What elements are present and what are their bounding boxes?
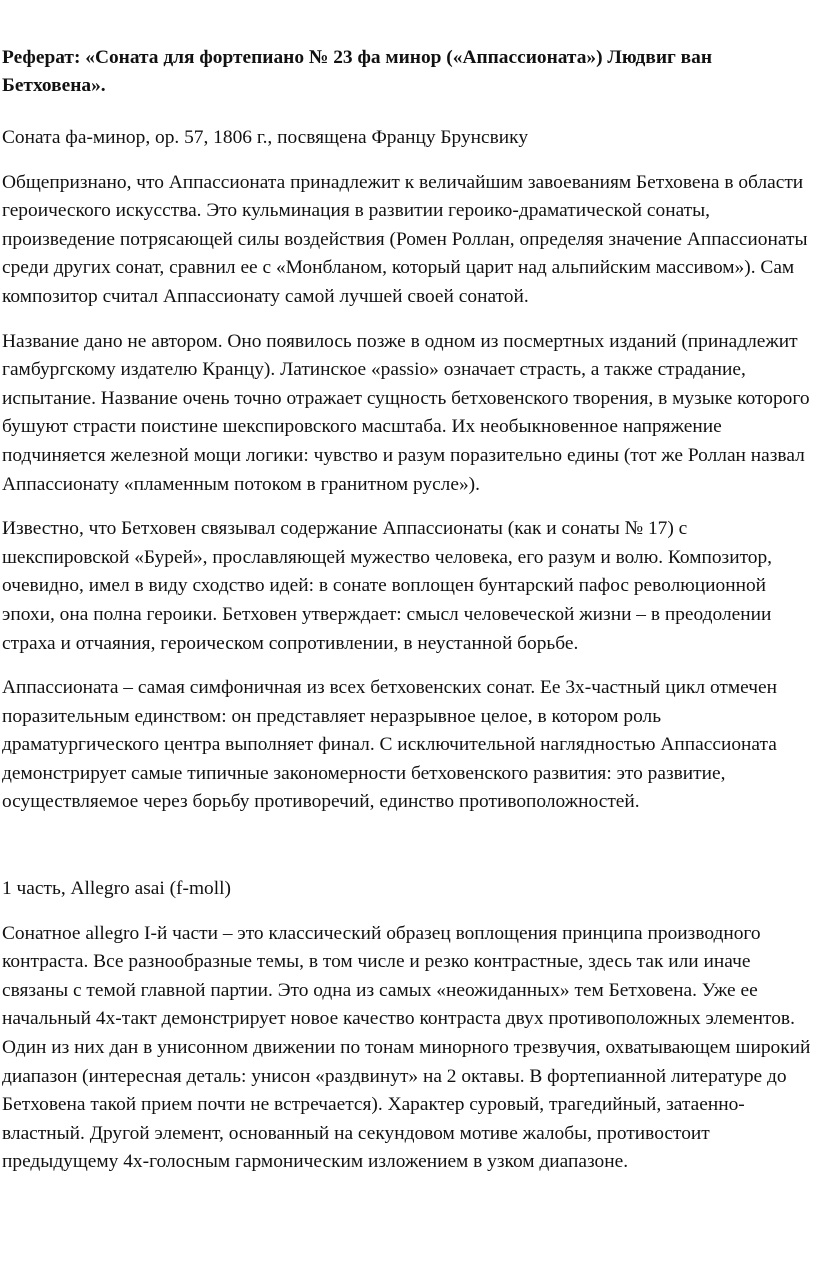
paragraph-storm: Известно, что Бетховен связывал содержание Аппассионаты (как и сонаты № 17) с шекспировской «Бурей», прославляющей мужество человека, его разум и волю. Композитор, очевидно, имел в виду сходство идей: в сонате воплощен бунтарский пафос революционной эпохи, она полна героики. Бетховен утверждает: смысл человеческой жизни – в преодолении страха и отчаяния, героическом сопротивлении, в неустанной борьбе.: [2, 518, 773, 654]
document-subtitle: Соната фа-минор, ор. 57, 1806 г., посвящена Францу Брунсвику: [2, 127, 529, 148]
document-title: Реферат: «Соната для фортепиано № 23 фа минор («Аппассионата») Людвиг ван Бетховена».: [2, 47, 712, 96]
paragraph-symphonic: Аппассионата – самая симфоничная из всех бетховенских сонат. Ее 3х-частный цикл отмечен поразительным единством: он представляет неразрывное целое, в котором роль драматургического центра выполняет финал. С исключительной наглядностью Аппассионата демонстрирует самые типичные закономерности бетховенского развития: это развитие, осуществляемое через борьбу противоречий, единство противоположностей.: [2, 677, 777, 813]
section-heading: 1 часть, Allegro asai (f-moll): [2, 878, 231, 900]
paragraph-intro: Общепризнано, что Аппассионата принадлежит к величайшим завоеваниям Бетховена в области героического искусства. Это кульминация в развитии героико-драматической сонаты, произведение потрясающей силы воздействия (Ромен Роллан, определяя значение Аппассионаты среди других сонат, сравнил ее с «Монбланом, который царит над альпийским массивом»). Сам композитор считал Аппассионату самой лучшей своей сонатой.: [2, 171, 808, 307]
section-paragraph: Сонатное allegro I-й части – это классический образец воплощения принципа производного контраста. Все разнообразные темы, в том числе и резко контрастные, здесь так или иначе связаны с темой главной партии. Это одна из самых «неожиданных» тем Бетховена. Уже ее начальный 4х-такт демонстрирует новое качество контраста двух противоположных элементов. Один из них дан в унисонном движении по тонам минорного трезвучия, охватывающем широкий диапазон (интересная деталь: унисон «раздвинут» на 2 октавы. В фортепианной литературе до Бетховена такой прием почти не встречается). Характер суровый, трагедийный, затаенно-властный. Другой элемент, основанный на секундовом мотиве жалобы, противостоит предыдущему 4х-голосным гармоническим изложением в узком диапазоне.: [2, 922, 811, 1173]
paragraph-title-origin: Название дано не автором. Оно появилось позже в одном из посмертных изданий (принадлежит гамбургскому издателю Кранцу). Латинское «passio» означает страсть, а также страдание, испытание. Название очень точно отражает сущность бетховенского творения, в музыке которого бушуют страсти поистине шекспировского масштаба. Их необыкновенное напряжение подчиняется железной мощи логики: чувство и разум поразительно едины (тот же Роллан назвал Аппассионату «пламенным потоком в гранитном русле»).: [2, 330, 810, 495]
